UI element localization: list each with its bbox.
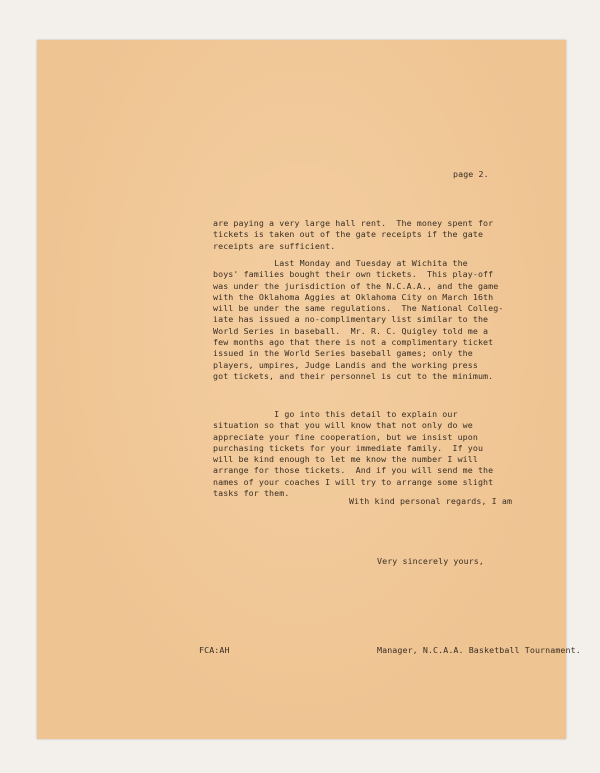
paragraph-hall-rent: are paying a very large hall rent. The money spent for tickets is taken out of the gate receipts if the gate receipts are sufficient. — [213, 218, 494, 251]
letter-page — [37, 40, 581, 739]
closing-regards: With kind personal regards, I am — [349, 496, 513, 506]
reference-initials: FCA:AH — [199, 645, 230, 655]
page-number: page 2. — [453, 169, 489, 179]
signature-title: Manager, N.C.A.A. Basketball Tournament. — [377, 645, 581, 655]
paragraph-situation-detail: I go into this detail to explain our situation so that you will know that not only do we appreciate your fine cooperation, but we insist upon purchasing tickets for your immediate family. If you will be kind enough to let me know the number I will arrange for those tickets. And if you will send me the names of your coaches I will try to arrange some slight tasks for them. — [213, 409, 494, 499]
paragraph-wichita-tickets: Last Monday and Tuesday at Wichita the boys' families bought their own tickets. This play-off was under the jurisdiction of the N.C.A.A., and the game with the Oklahoma Aggies at Oklahoma City on March 16th will be under the same regulations. The National Colleg- iate has issued a no-complimentary list similar to the World Series in baseball. Mr. R. C. Quigley told me a few months ago that there is not a complimentary ticket issued in the World Series baseball games; only the players, umpires, Judge Landis and the working press got tickets, and their personnel is cut to the minimum. — [213, 258, 504, 381]
complimentary-close: Very sincerely yours, — [377, 556, 484, 566]
